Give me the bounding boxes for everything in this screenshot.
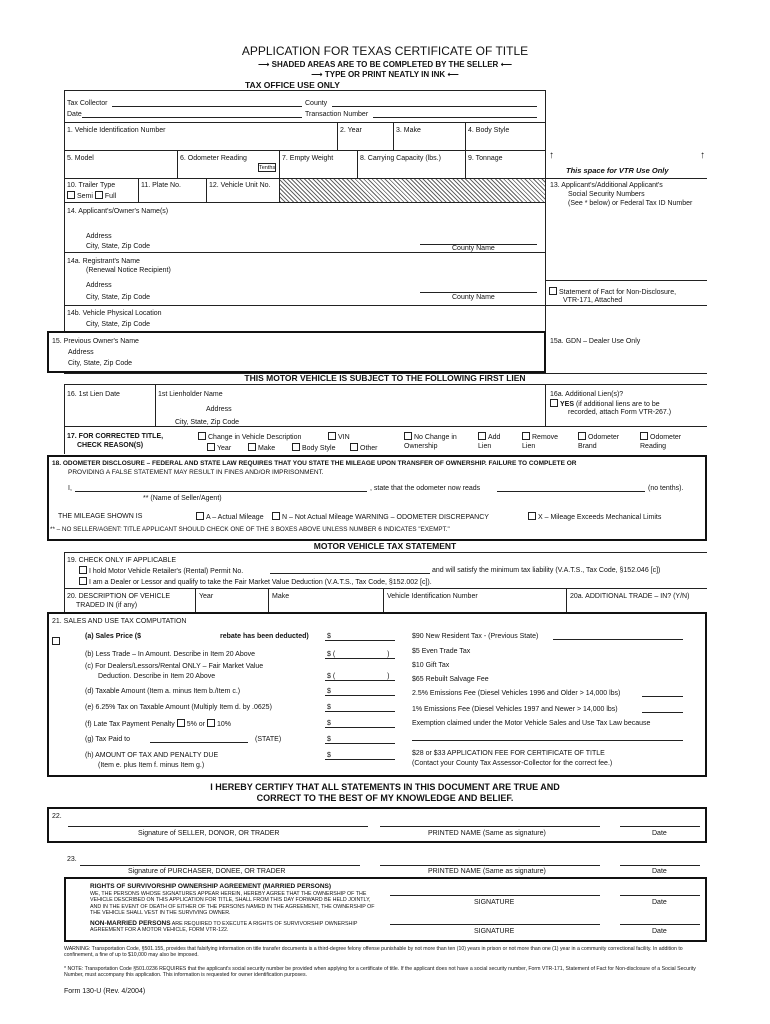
form-number: Form 130-U (Rev. 4/2004) [64,988,146,995]
rights-date-line-1[interactable] [620,895,700,896]
checkbox [350,443,358,451]
opt-label: N – Not Actual Mileage WARNING – ODOMETER DISCREPANCY [282,514,489,521]
checkbox [79,566,87,574]
field-21d-taxable: (d) Taxable Amount (Item a. minus Item b./Item c.) [85,688,241,695]
opt-label: X – Mileage Exceeds Mechanical Limits [538,514,662,521]
amount-g[interactable]: $ [327,736,331,743]
opt-exceeds-limits[interactable] [528,512,661,522]
purchaser-printed-name-line[interactable] [380,865,600,866]
opt-not-actual[interactable] [272,512,489,522]
note-text: * NOTE: Transportation Code §501.0236 REQUIRES that the applicant's social security number be provided when applying for a certificate of title. If the applicant does not have a social security number, Form VTR-171, Statement of Fact for Non-disclosure of a Social Security Number, must accompany this application. This information is requested for owner identification purposes. [64,966,696,979]
checkbox [207,443,215,451]
penalty-label: (f) Late Tax Payment Penalty [85,721,175,728]
amount-h[interactable]: $ [327,752,331,759]
field-20-year[interactable]: Year [199,593,214,600]
checkbox [52,637,60,645]
statement-of-fact-b: VTR-171, Attached [563,297,623,304]
lien-banner: THIS MOTOR VEHICLE IS SUBJECT TO THE FOLLOWING FIRST LIEN [244,373,526,383]
full-label: Full [104,193,117,200]
field-16a-c: recorded, attach Form VTR-267.) [568,409,672,416]
opt-label: Other [360,445,378,452]
opt-make[interactable] [248,443,275,453]
opt-label: No Change in Ownership [404,434,457,450]
field-23-printed-name: PRINTED NAME (Same as signature) [428,868,546,875]
field-14-county[interactable]: County Name [452,245,495,252]
field-7-empty-weight[interactable]: 7. Empty Weight [282,155,334,162]
field-21a-rebate: rebate has been deducted) [220,633,309,640]
opt-remove-lien[interactable] [522,432,562,451]
field-15a-gdn[interactable]: 15a. GDN – Dealer Use Only [550,338,641,345]
opt-label: A – Actual Mileage [206,514,264,521]
fee-emissions-new[interactable]: 1% Emissions Fee (Diesel Vehicles 1997 and Newer > 14,000 lbs) [412,706,618,713]
statement-of-fact-checkbox[interactable] [549,287,557,295]
full-checkbox[interactable] [95,191,103,199]
field-14-city[interactable]: City, State, Zip Code [86,243,151,250]
opt-no-change[interactable] [404,432,468,451]
field-17-check-reason: CHECK REASON(S) [77,442,144,449]
field-5-model[interactable]: 5. Model [67,155,94,162]
rights-signature-line-2[interactable] [390,924,600,925]
field-21-tax-computation: 21. SALES AND USE TAX COMPUTATION [52,618,187,625]
date-label: Date [67,111,82,118]
semi-checkbox[interactable] [67,191,75,199]
fee-new-resident[interactable]: $90 New Resident Tax - (Previous State) [412,633,539,640]
rights-date-2: Date [652,928,667,935]
opt-year[interactable] [207,443,231,453]
rights-date-line-2[interactable] [620,924,700,925]
checkbox [328,432,336,440]
field-22-date: Date [652,830,667,837]
field-16a-b: (if additional liens are to be [575,401,660,408]
checkbox[interactable] [177,719,185,727]
shaded-areas-note: ⟶ SHADED AREAS ARE TO BE COMPLETED BY THE SELLER ⟵ [257,60,513,69]
field-23: 23. [67,856,77,863]
opt-other[interactable] [350,443,378,453]
checkbox [292,443,300,451]
field-1-vin[interactable]: 1. Vehicle Identification Number [67,127,166,134]
semi-label: Semi [77,193,93,200]
field-16-lienholder[interactable]: 1st Lienholder Name [158,391,223,398]
warning-text: WARNING: Transportation Code, §501.155, provides that falsifying information on title transfer documents is a third-degree felony offense punishable by not more than ten (10) years in prison or not more than one (1) year in a community correctional facility. In addition to confinement, a fine of up to $10,000 may also be imposed. [64,946,683,959]
opt-label: Odometer Reading [640,434,682,450]
field-14a-registrant[interactable]: 14a. Registrant's Name [67,258,140,265]
arrow-up-icon: ↑ [700,150,705,161]
purchaser-date-line[interactable] [620,865,700,866]
non-married-text: ARE REQUIRED TO EXECUTE A RIGHTS OF SURVIVORSHIP OWNERSHIP AGREEMENT FOR A MOTOR VEHICLE, FORM VTR-122. [90,921,358,934]
field-20-vin[interactable]: Vehicle Identification Number [387,593,478,600]
field-14b-location[interactable]: 14b. Vehicle Physical Location [67,310,162,317]
field-8-carrying-capacity[interactable]: 8. Carrying Capacity (lbs.) [360,155,441,162]
form-title: APPLICATION FOR TEXAS CERTIFICATE OF TITLE [241,44,529,58]
field-19-a[interactable] [79,566,243,576]
shaded-areas-text: SHADED AREAS ARE TO BE COMPLETED BY THE SELLER [271,60,499,69]
shaded-seller-area [280,179,545,202]
field-14b-city[interactable]: City, State, Zip Code [86,321,151,328]
arrow-up-icon: ↑ [549,150,554,161]
opt-label: Odometer Brand [578,434,620,450]
transaction-number-label: Transaction Number [305,111,369,118]
field-23-date: Date [652,868,667,875]
rights-title: RIGHTS OF SURVIVORSHIP OWNERSHIP AGREEMENT (MARRIED PERSONS) [90,883,332,890]
field-20-trade-in: 20. DESCRIPTION OF VEHICLE [67,593,171,600]
rights-signature-1: SIGNATURE [474,899,515,906]
tax-collector-label: Tax Collector [67,100,108,107]
amount-d[interactable]: $ [327,688,331,695]
rights-date-1: Date [652,899,667,906]
field-14a-county[interactable]: County Name [452,294,495,301]
seller-signature-line[interactable] [68,826,368,827]
tenths-box: Tenths [259,165,276,171]
amount-b-suffix: ) [387,651,390,658]
field-2-year[interactable]: 2. Year [340,127,362,134]
seller-date-line[interactable] [620,826,700,827]
checkbox [522,432,530,440]
non-married-note [90,921,380,934]
field-18-seller: ** (Name of Seller/Agent) [143,495,222,502]
field-18-tenths: (no tenths). [648,485,684,492]
fee-even-trade[interactable]: $5 Even Trade Tax [412,648,471,655]
checkbox [528,512,536,520]
checkbox [640,432,648,440]
opt-label: I am a Dealer or Lessor and qualify to take the Fair Market Value Deduction (V.A.T.S., Tax Code, §152.002 [c]). [89,579,432,586]
opt-label: I hold Motor Vehicle Retailer's (Rental) Permit No. [89,568,244,575]
field-21g-state: (STATE) [255,736,282,743]
opt-label: Change in Vehicle Description [208,434,302,441]
field-21h-b: (Item e. plus Item f. minus Item g.) [98,762,205,769]
seller-name-line[interactable] [75,491,367,492]
field-21c-fmv: (c) For Dealers/Lessors/Rental ONLY – Fair Market Value [85,663,264,670]
field-10-trailer-type[interactable]: 10. Trailer Type [67,182,116,189]
field-16-address[interactable]: Address [206,406,232,413]
rights-signature-line-1[interactable] [390,895,600,896]
penalty-5-label: 5% or [186,721,205,728]
field-11-plate-no[interactable]: 11. Plate No. [141,182,181,189]
field-13-ssn-b: Social Security Numbers [568,191,645,198]
field-21a-sales-price[interactable]: (a) Sales Price ($ [85,633,142,640]
exemption-claimed[interactable]: Exemption claimed under the Motor Vehicle Sales and Use Tax Law because [412,720,651,727]
field-20-make[interactable]: Make [272,593,290,600]
non-married-label: NON-MARRIED PERSONS [90,920,171,927]
amount-e[interactable]: $ [327,704,331,711]
application-fee-b: (Contact your County Tax Assessor-Collector for the correct fee.) [412,760,613,767]
opt-actual-mileage[interactable] [196,512,264,522]
field-16-city[interactable]: City, State, Zip Code [175,419,240,426]
field-16-lien-date[interactable]: 16. 1st Lien Date [67,391,120,398]
field-17-corrected-title: 17. FOR CORRECTED TITLE, [67,433,164,440]
yes-label: YES [560,401,575,408]
fee-emissions-old[interactable]: 2.5% Emissions Fee (Diesel Vehicles 1996 and Older > 14,000 lbs) [412,690,621,697]
opt-add-lien[interactable] [478,432,510,451]
yes-checkbox[interactable] [550,399,558,407]
field-20-b: TRADED IN (if any) [76,602,138,609]
field-13-ssn[interactable]: 13. Applicant's/Additional Applicant's [550,182,663,189]
opt-label: Add Lien [478,434,501,450]
field-21b-trade-in: (b) Less Trade – In Amount. Describe in Item 20 Above [85,651,256,658]
odometer-reading-line[interactable] [497,491,645,492]
field-21e-tax: (e) 6.25% Tax on Taxable Amount (Multiply Item d. by .0625) [85,704,272,711]
opt-change-description[interactable] [198,432,301,442]
opt-label: Year [217,445,232,452]
field-18-i: I, [68,485,72,492]
amount-a[interactable]: $ [327,633,331,640]
field-22-sig-label: Signature of SELLER, DONOR, OR TRADER [138,830,280,837]
field-3-make[interactable]: 3. Make [396,127,421,134]
field-6-odometer[interactable]: 6. Odometer Reading [180,155,247,162]
field-18-mileage: THE MILEAGE SHOWN IS [58,513,143,520]
checkbox [79,577,87,585]
type-print-note: ⟶ TYPE OR PRINT NEATLY IN INK ⟵ [311,70,459,79]
rights-signature-2: SIGNATURE [474,928,515,935]
amount-f[interactable]: $ [327,720,331,727]
opt-label: VIN [338,434,350,441]
purchaser-signature-line[interactable] [80,865,360,866]
field-20a-additional-trade[interactable]: 20a. ADDITIONAL TRADE – IN? (Y/N) [570,593,690,600]
field-22-printed-name: PRINTED NAME (Same as signature) [428,830,546,837]
field-19-a2: and will satisfy the minimum tax liability (V.A.T.S., Tax Code, §152.046 [c]) [432,567,661,574]
field-16a-additional-liens[interactable]: 16a. Additional Lien(s)? [550,391,624,398]
opt-odometer-reading[interactable] [640,432,700,451]
field-18-note: ** – NO SELLER/AGENT: TITLE APPLICANT SHOULD CHECK ONE OF THE 3 BOXES ABOVE UNLESS NUMBER 6 INDICATES "EXEMPT." [50,526,450,533]
field-9-tonnage[interactable]: 9. Tonnage [468,155,503,162]
amount-b-prefix: $ ( [327,651,336,658]
fee-gift[interactable]: $10 Gift Tax [412,662,450,669]
opt-label: Remove Lien [522,434,559,450]
field-21h-amount-due: (h) AMOUNT OF TAX AND PENALTY DUE [85,752,219,759]
opt-label: Make [258,445,276,452]
field-14-address[interactable]: Address [86,233,112,240]
type-print-text: TYPE OR PRINT NEATLY IN INK [324,70,446,79]
checkbox [578,432,586,440]
field-18-b: PROVIDING A FALSE STATEMENT MAY RESULT IN FINES AND/OR IMPRISONMENT. [68,469,324,476]
opt-label: Body Style [302,445,336,452]
field-19-b[interactable] [79,577,432,587]
field-19-check: 19. CHECK ONLY IF APPLICABLE [67,557,177,564]
checkbox [248,443,256,451]
mvt-banner: MOTOR VEHICLE TAX STATEMENT [313,541,457,551]
seller-printed-name-line[interactable] [380,826,600,827]
statement-of-fact-label: Statement of Fact for Non-Disclosure, [559,289,677,296]
trailer-type-options [67,191,116,201]
field-23-sig-label: Signature of PURCHASER, DONEE, OR TRADER [128,868,286,875]
field-15-address[interactable]: Address [68,349,94,356]
field-14a-renewal: (Renewal Notice Recipient) [86,267,171,274]
certify-line-2: CORRECT TO THE BEST OF MY KNOWLEDGE AND BELIEF. [256,793,514,803]
field-21-checkbox[interactable] [52,631,62,649]
checkbox [404,432,412,440]
field-14a-address[interactable]: Address [86,282,112,289]
field-13-ssn-c: (See * below) or Federal Tax ID Number [568,200,693,207]
opt-body-style[interactable] [292,443,335,453]
field-18-odometer: 18. ODOMETER DISCLOSURE – FEDERAL AND STATE LAW REQUIRES THAT YOU STATE THE MILEAGE UPON TRANSFER OF OWNERSHIP. FAILURE TO COMPLETE OR [52,460,577,467]
field-4-body-style[interactable]: 4. Body Style [468,127,510,134]
amount-c-prefix: $ ( [327,673,336,680]
field-14-owner-name[interactable]: 14. Applicant's/Owner's Name(s) [67,208,169,215]
fee-rebuilt-salvage[interactable]: $65 Rebuilt Salvage Fee [412,676,489,683]
field-12-unit-no[interactable]: 12. Vehicle Unit No. [209,182,271,189]
checkbox [198,432,206,440]
checkbox [478,432,486,440]
rights-body: WE, THE PERSONS WHOSE SIGNATURES APPEAR HEREIN, HEREBY AGREE THAT THE OWNERSHIP OF THE VEHICLE DESCRIBED ON THIS APPLICATION FOR TITLE, SHALL FROM THIS DAY FORWARD BE HELD JOINTLY, AND IN THE EVENT OF DEATH OF EITHER OF THE PERSONS NAMED IN THE AGREEMENT, THE OWNERSHIP OF THE VEHICLE SHALL VEST IN THE SURVIVING OWNER. [90,891,375,916]
field-18-state: , state that the odometer now reads [370,485,481,492]
field-14a-city[interactable]: City, State, Zip Code [86,294,151,301]
amount-c-suffix: ) [387,673,390,680]
checkbox [272,512,280,520]
tax-office-heading: TAX OFFICE USE ONLY [245,80,340,90]
opt-vin[interactable] [328,432,350,442]
checkbox[interactable] [207,719,215,727]
county-label: County [305,100,328,107]
field-15-previous-owner[interactable]: 15. Previous Owner's Name [52,338,139,345]
penalty-10-label: 10% [216,721,231,728]
application-fee: $28 or $33 APPLICATION FEE FOR CERTIFICATE OF TITLE [412,750,605,757]
field-22: 22. [52,813,62,820]
vtr-use-only: This space for VTR Use Only [566,166,669,175]
opt-odometer-brand[interactable] [578,432,626,451]
field-21c-b: Deduction. Describe in Item 20 Above [98,673,216,680]
field-21g-tax-paid: (g) Tax Paid to [85,736,131,743]
checkbox [196,512,204,520]
certify-line-1: I HEREBY CERTIFY THAT ALL STATEMENTS IN THIS DOCUMENT ARE TRUE AND [210,782,560,792]
field-15-city[interactable]: City, State, Zip Code [68,360,133,367]
field-21f-penalty [85,719,231,729]
